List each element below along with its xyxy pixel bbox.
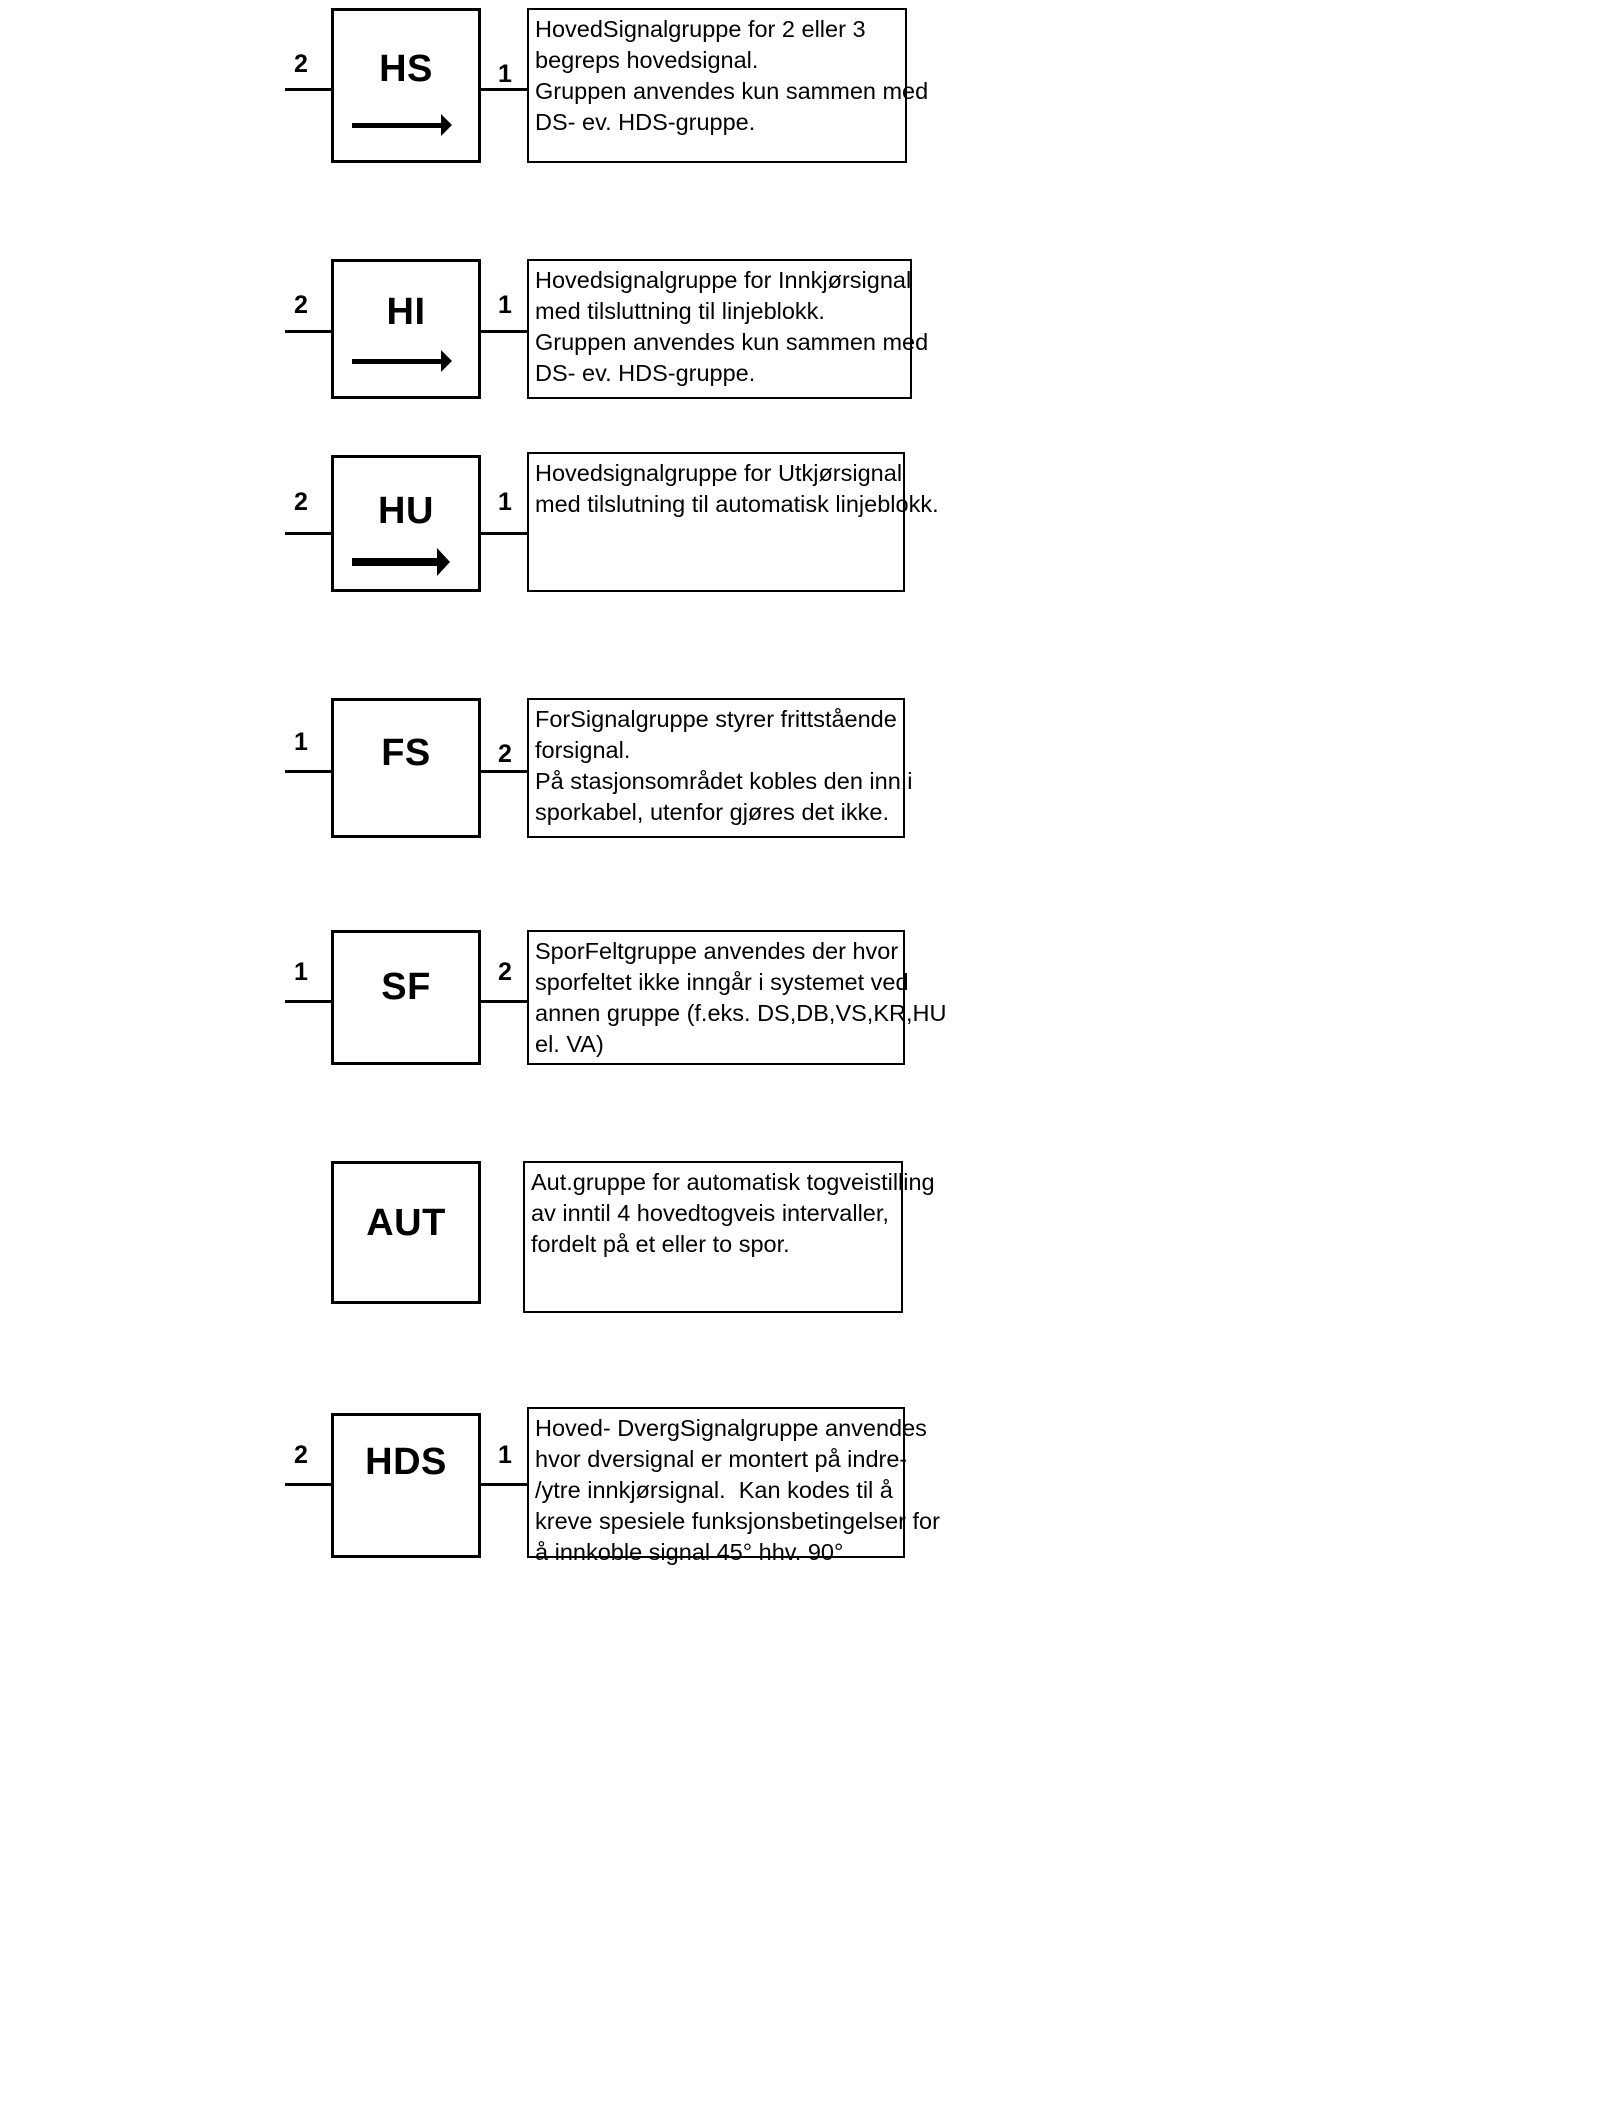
right-port-line-hi [481,330,527,333]
description-line: SporFeltgruppe anvendes der hvor [535,938,899,964]
description-box-hu [527,452,939,592]
description-line: hvor dversignal er montert på indre- [535,1446,908,1472]
description-line: å innkoble signal 45° hhv. 90° [535,1539,844,1565]
right-port-number-fs: 2 [498,740,512,768]
right-port-line-hds [481,1483,527,1486]
block-code-label-hi: HI [386,291,426,333]
description-line: begreps hovedsignal. [535,47,759,73]
left-port-line-hs [285,88,331,91]
description-line: sporkabel, utenfor gjøres det ikke. [535,799,889,825]
description-line: HovedSignalgruppe for 2 eller 3 [535,16,866,42]
arrow-head [441,114,452,136]
description-line: sporfeltet ikke inngår i systemet ved [535,969,909,995]
arrow-shaft [352,558,437,566]
arrow-head [441,350,452,372]
description-line: Hovedsignalgruppe for Utkjørsignal [535,460,903,486]
left-port-number-sf: 1 [294,958,308,986]
description-box-sf [527,930,947,1065]
description-line: ForSignalgruppe styrer frittstående [535,706,897,732]
left-port-number-hds: 2 [294,1441,308,1469]
arrow-shaft [352,123,441,128]
right-port-line-fs [481,770,527,773]
right-port-number-sf: 2 [498,958,512,986]
left-port-line-sf [285,1000,331,1003]
description-line: fordelt på et eller to spor. [531,1231,790,1257]
left-port-number-hi: 2 [294,291,308,319]
description-box-fs [527,698,913,838]
left-port-line-hu [285,532,331,535]
right-port-line-hs [481,88,527,91]
left-port-line-fs [285,770,331,773]
arrow-shaft [352,359,441,364]
left-port-line-hi [285,330,331,333]
description-line: På stasjonsområdet kobles den inn i [535,768,913,794]
right-port-number-hi: 1 [498,291,512,319]
left-port-line-hds [285,1483,331,1486]
description-line: Hovedsignalgruppe for Innkjørsignal [535,267,912,293]
description-line: el. VA) [535,1031,604,1057]
description-line: Gruppen anvendes kun sammen med [535,329,929,355]
block-code-label-sf: SF [381,966,431,1008]
arrow-head [437,548,450,576]
description-line: Aut.gruppe for automatisk togveistilling [531,1169,935,1195]
description-box-hi [527,259,929,399]
left-port-number-hu: 2 [294,488,308,516]
right-port-line-sf [481,1000,527,1003]
description-line: kreve spesiele funksjonsbetingelser for [535,1508,940,1534]
right-port-number-hu: 1 [498,488,512,516]
description-line: DS- ev. HDS-gruppe. [535,109,756,135]
description-line: annen gruppe (f.eks. DS,DB,VS,KR,HU [535,1000,947,1026]
description-box-hs [527,8,929,163]
signal-group-block-hds [331,1413,481,1558]
description-line: med tilsluttning til linjeblokk. [535,298,825,324]
description-line: DS- ev. HDS-gruppe. [535,360,756,386]
block-code-label-aut: AUT [366,1202,446,1244]
block-code-label-hu: HU [378,490,434,532]
description-box-hds [527,1407,940,1565]
description-line: Hoved- DvergSignalgruppe anvendes [535,1415,927,1441]
description-line: Gruppen anvendes kun sammen med [535,78,929,104]
right-port-number-hs: 1 [498,60,512,88]
block-code-label-hs: HS [379,48,433,90]
block-code-label-hds: HDS [365,1441,447,1483]
description-line: forsignal. [535,737,631,763]
left-port-number-hs: 2 [294,50,308,78]
left-port-number-fs: 1 [294,728,308,756]
block-code-label-fs: FS [381,732,431,774]
description-line: /ytre innkjørsignal. Kan kodes til å [535,1477,893,1503]
right-port-number-hds: 1 [498,1441,512,1469]
description-line: med tilslutning til automatisk linjeblokk. [535,491,939,517]
description-line: av inntil 4 hovedtogveis intervaller, [531,1200,889,1226]
right-port-line-hu [481,532,527,535]
description-box-aut [523,1161,935,1313]
